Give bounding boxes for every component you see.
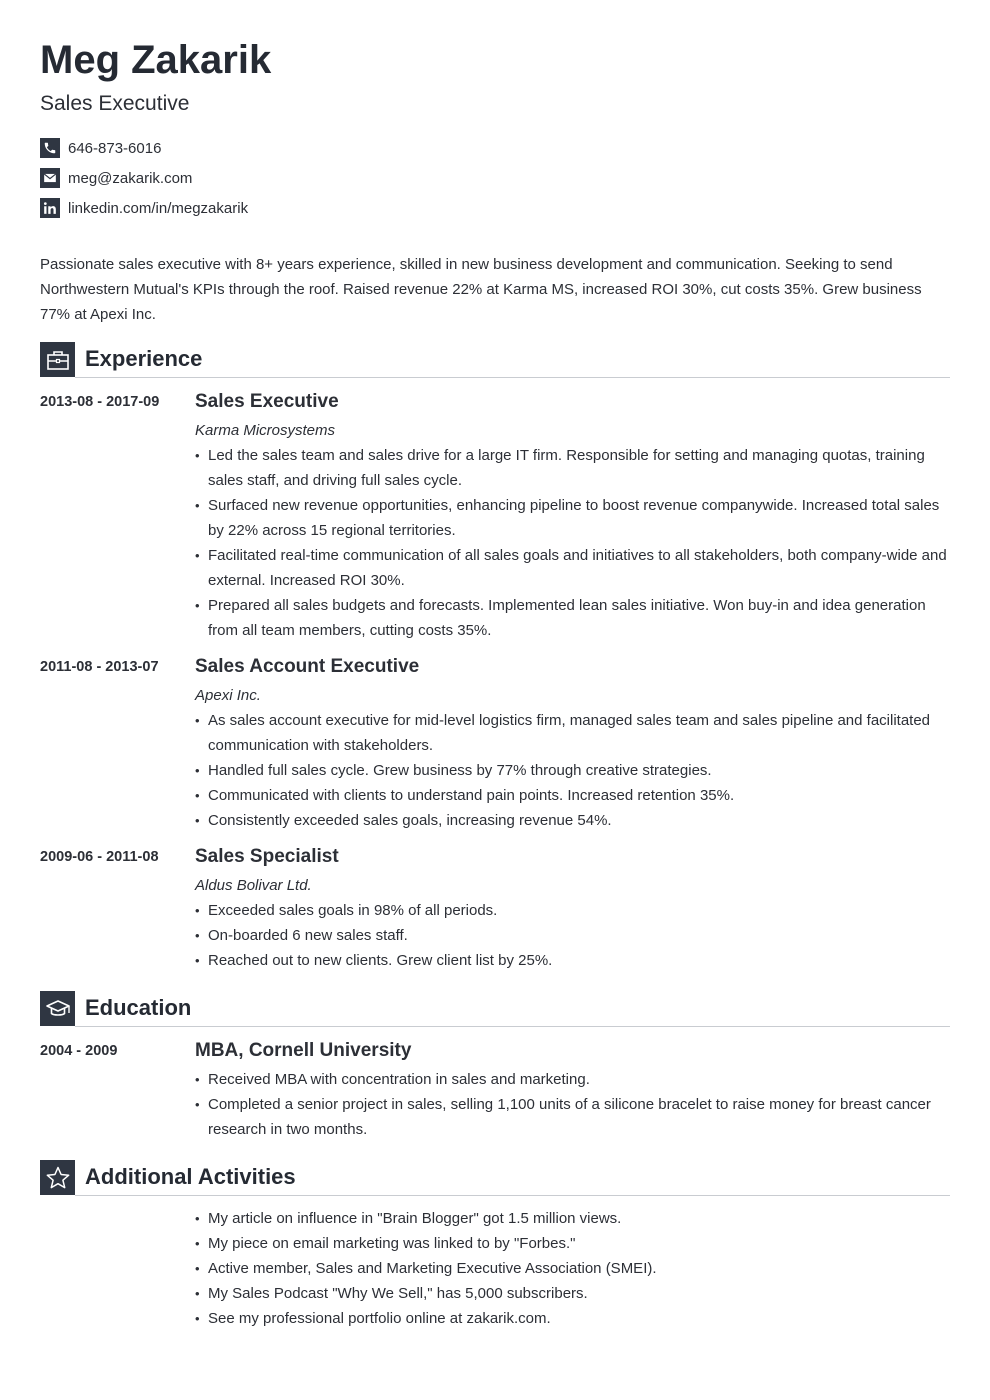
contact-email	[40, 168, 248, 188]
list-item: • Reached out to new clients. Grew client list by 25%.	[195, 948, 950, 973]
list-item: • Facilitated real-time communication of all sales goals and initiatives to all stakeholders, both company-wide and external. Increased ROI 30%.	[195, 543, 950, 593]
graduation-cap-icon	[40, 991, 75, 1026]
list-item: • Communicated with clients to understand pain points. Increased retention 35%.	[195, 783, 950, 808]
phone-number[interactable]: 646-873-6016	[68, 139, 162, 157]
list-item: • Received MBA with concentration in sales and marketing.	[195, 1067, 950, 1092]
activities-entry	[40, 1206, 950, 1331]
entry-title: Sales Account Executive	[195, 656, 420, 677]
list-item: • Consistently exceeded sales goals, increasing revenue 54%.	[195, 808, 950, 833]
list-item: • On-boarded 6 new sales staff.	[195, 923, 950, 948]
entry-title: Sales Executive	[195, 391, 339, 412]
entry-company: Apexi Inc.	[195, 687, 261, 704]
list-item: • Exceeded sales goals in 98% of all periods.	[195, 898, 950, 923]
experience-entry	[40, 390, 950, 643]
entry-title: Sales Specialist	[195, 846, 339, 867]
activities-section-header	[40, 1160, 950, 1196]
entry-bullets	[195, 708, 950, 833]
entry-company: Aldus Bolivar Ltd.	[195, 877, 312, 894]
experience-entry	[40, 655, 950, 833]
education-entry	[40, 1039, 950, 1142]
entry-bullets	[195, 443, 950, 643]
entry-dates: 2011-08 - 2013-07	[40, 659, 159, 675]
list-item: • As sales account executive for mid-level logistics firm, managed sales team and sales pipeline and facilitated communication with stakeholders.	[195, 708, 950, 758]
list-item: • My article on influence in "Brain Blogger" got 1.5 million views.	[195, 1206, 950, 1231]
list-item: • Active member, Sales and Marketing Executive Association (SMEI).	[195, 1256, 950, 1281]
entry-dates: 2004 - 2009	[40, 1043, 118, 1059]
experience-entry	[40, 845, 950, 973]
entry-title: MBA, Cornell University	[195, 1040, 412, 1061]
section-divider	[75, 1195, 950, 1196]
candidate-name: Meg Zakarik	[40, 38, 272, 82]
linkedin-icon	[40, 198, 60, 218]
entry-bullets	[195, 898, 950, 973]
phone-icon	[40, 138, 60, 158]
job-title: Sales Executive	[40, 92, 190, 115]
entry-bullets	[195, 1067, 950, 1142]
email-address[interactable]: meg@zakarik.com	[68, 169, 193, 187]
list-item: • My piece on email marketing was linked to by "Forbes."	[195, 1231, 950, 1256]
entry-dates: 2013-08 - 2017-09	[40, 394, 160, 410]
star-icon	[40, 1160, 75, 1195]
activities-bullets	[195, 1206, 950, 1331]
contact-linkedin	[40, 198, 248, 218]
briefcase-icon	[40, 342, 75, 377]
email-icon	[40, 168, 60, 188]
profile-summary: Passionate sales executive with 8+ years experience, skilled in new business development and communication. Seeking to send Northwestern Mutual's KPIs through the roof. Raised revenue 22% at Karma MS, increased ROI 30%, cut costs 35%. Grew business 77% at Apexi Inc.	[40, 256, 922, 323]
list-item: • Prepared all sales budgets and forecasts. Implemented lean sales initiative. Won buy-in and idea generation from all team members, cutting costs 35%.	[195, 593, 950, 643]
experience-heading: Experience	[85, 346, 203, 371]
entry-company: Karma Microsystems	[195, 422, 336, 439]
list-item: • Surfaced new revenue opportunities, enhancing pipeline to boost revenue companywide. Increased total sales by 22% across 15 regional territories.	[195, 493, 950, 543]
section-divider	[75, 1026, 950, 1027]
list-item: • Led the sales team and sales drive for a large IT firm. Responsible for setting and managing quotas, training sales staff, and driving full sales cycle.	[195, 443, 950, 493]
list-item: • Handled full sales cycle. Grew business by 77% through creative strategies.	[195, 758, 950, 783]
list-item: • See my professional portfolio online at zakarik.com.	[195, 1306, 950, 1331]
experience-section-header	[40, 342, 950, 378]
section-divider	[75, 377, 950, 378]
education-section-header	[40, 991, 950, 1027]
entry-dates: 2009-06 - 2011-08	[40, 849, 159, 865]
contact-list	[40, 138, 248, 228]
contact-phone	[40, 138, 248, 158]
list-item: • Completed a senior project in sales, selling 1,100 units of a silicone bracelet to raise money for breast cancer research in two months.	[195, 1092, 950, 1142]
activities-heading: Additional Activities	[85, 1164, 296, 1189]
linkedin-url[interactable]: linkedin.com/in/megzakarik	[68, 199, 249, 217]
list-item: • My Sales Podcast "Why We Sell," has 5,000 subscribers.	[195, 1281, 950, 1306]
education-heading: Education	[85, 995, 192, 1020]
